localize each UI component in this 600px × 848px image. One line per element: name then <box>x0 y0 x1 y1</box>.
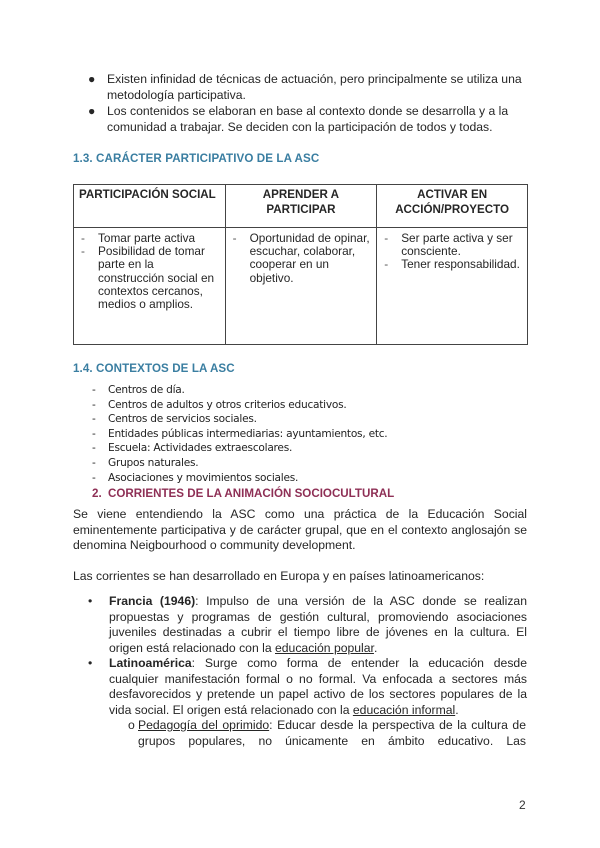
list-item: - Escuela: Actividades extraescolares. <box>92 442 293 455</box>
table-cell <box>74 228 226 345</box>
section-1-4-heading: 1.4. CONTEXTOS DE LA ASC <box>73 362 235 375</box>
table-cell <box>225 228 377 345</box>
table-header-row <box>74 185 528 228</box>
list-item: - Centros de día. <box>92 384 185 396</box>
list-item: - Centros de servicios sociales. <box>92 413 257 426</box>
educacion-informal-link[interactable]: educación informal <box>352 702 456 717</box>
bullet-icon: • <box>88 656 93 670</box>
participation-table <box>73 184 528 345</box>
page-number: 2 <box>519 798 526 812</box>
bullet-icon: ● <box>88 104 96 118</box>
pedagogia-oprimido-link[interactable]: Pedagogía del oprimido <box>138 718 270 732</box>
list-item: - Entidades públicas intermediarias: ayuntamientos, etc. <box>92 427 388 440</box>
sub-bullet-icon: o <box>128 718 135 732</box>
list-item: - Oportunidad de opinar, escuchar, colaborar, cooperar en un objetivo. <box>230 232 373 285</box>
list-item: - Centros de adultos y otros criterios educativos. <box>92 398 347 411</box>
paragraph-currents: Las corrientes se han desarrollado en Europa y en países latinoamericanos: <box>73 569 485 583</box>
table-header-cell: APRENDER A PARTICIPAR <box>225 185 377 228</box>
table-cell <box>377 228 528 345</box>
list-item: - Asociaciones y movimientos sociales. <box>92 471 299 484</box>
intro-bullet-1: ● Existen infinidad de técnicas de actuación, pero principalmente se utiliza una metodología participativa. <box>88 72 522 102</box>
section-2-heading: 2. CORRIENTES DE LA ANIMACIÓN SOCIOCULTURAL <box>92 487 395 500</box>
list-item: - Tener responsabilidad. <box>381 258 523 271</box>
list-item: - Tomar parte activa <box>78 232 221 245</box>
latinoamerica-bullet: • Latinoamérica: Surge como forma de entender la educación desde cualquier manifestación formal o no formal. Va enfocada a sectores más desfavorecidos y pretende un papel activo de los sectores populares de la vida social. El origen está relacionado con la educación informal. <box>88 656 527 717</box>
table-header-cell: PARTICIPACIÓN SOCIAL <box>74 185 226 228</box>
bullet-icon: • <box>88 594 93 608</box>
bullet-icon: ● <box>88 72 96 86</box>
context-list <box>92 383 522 485</box>
francia-bullet: • Francia (1946): Impulso de una versión de la ASC donde se realizan propuestas y programas de gestión cultural, promoviendo asociaciones juveniles destinadas a cubrir el tiempo libre de jóvenes en la cultura. El origen está relacionado con la educación popular. <box>88 594 527 655</box>
paragraph-intro: Se viene entendiendo la ASC como una práctica de la Educación Social eminentemente participativa y de carácter grupal, que en el contexto anglosajón se denomina Neigbourhood o community development. <box>73 507 527 552</box>
intro-bullet-2: ● Los contenidos se elaboran en base al contexto donde se desarrolla y a la comunidad a trabajar. Se deciden con la participación de todos y todas. <box>88 104 509 134</box>
pedagogia-sub-item: o Pedagogía del oprimido: Educar desde la perspectiva de la cultura de grupos populares, no únicamente en ámbito educativo. Las <box>128 718 526 748</box>
section-1-3-heading: 1.3. CARÁCTER PARTICIPATIVO DE LA ASC <box>73 152 320 165</box>
list-item: - Posibilidad de tomar parte en la construcción social en contextos cercanos, medios o amplios. <box>78 245 221 311</box>
table-header-cell: ACTIVAR EN ACCIÓN/PROYECTO <box>377 185 528 228</box>
educacion-popular-link[interactable]: educación popular <box>275 640 374 655</box>
table-row <box>74 228 528 345</box>
list-item: - Grupos naturales. <box>92 456 199 469</box>
list-item: - Ser parte activa y ser consciente. <box>381 232 523 258</box>
